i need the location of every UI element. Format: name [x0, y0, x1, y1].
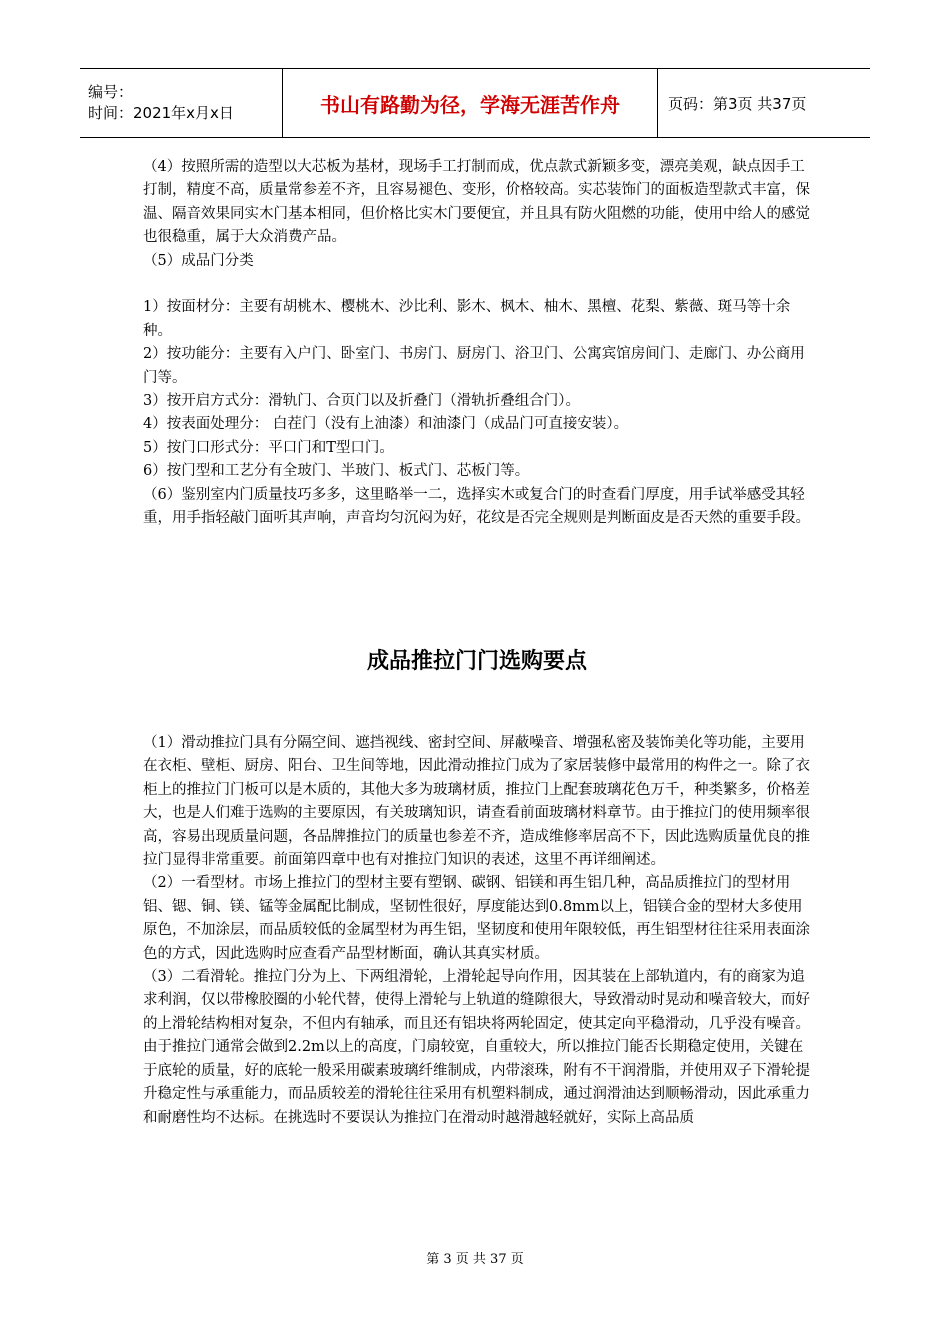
paragraph: （1）滑动推拉门具有分隔空间、遮挡视线、密封空间、屏蔽噪音、增强私密及装饰美化等功能，主要用在衣柜、壁柜、厨房、阳台、卫生间等地，因此滑动推拉门成为了家居装修中最常用的构件之一。除了衣柜上的推拉门门板可以是木质的，其他大多为玻璃材质，推拉门上配套玻璃花色万千，种类繁多，价格差大，也是人们难于选购的主要原因，有关玻璃知识，请查看前面玻璃材料章节。由于推拉门的使用频率很高，容易出现质量问题，各品牌推拉门的质量也参差不齐，造成维修率居高不下，因此选购质量优良的推拉门显得非常重要。前面第四章中也有对推拉门知识的表述，这里不再详细阐述。 [143, 735, 810, 869]
paragraph: （4）按照所需的造型以大芯板为基材，现场手工打制而成，优点款式新颖多变，漂亮美观，缺点因手工打制，精度不高，质量常参差不齐，且容易褪色、变形，价格较高。实芯装饰门的面板造型款式丰富，保温、隔音效果同实木门基本相同，但价格比实木门要便宜，并且具有防火阻燃的功能，使用中给人的感觉也很稳重，属于大众消费产品。 [143, 159, 810, 246]
paragraph: 1）按面材分：主要有胡桃木、樱桃木、沙比利、影木、枫木、柚木、黑檀、花梨、紫薇、斑马等十余种。 [143, 299, 791, 339]
header-page-number: 页码：第3页 共37页 [668, 94, 807, 113]
paragraph: 3）按开启方式分：滑轨门、合页门以及折叠门（滑轨折叠组合门）。 [143, 393, 580, 410]
section-sliding-door [143, 732, 811, 1130]
document-number: 编号： [88, 83, 134, 101]
paragraph: （3）二看滑轮。推拉门分为上、下两组滑轮，上滑轮起导向作用，因其装在上部轨道内，有的商家为追求利润，仅以带橡胶圈的小轮代替，使得上滑轮与上轨道的缝隙很大，导致滑动时晃动和噪音较大，而好的上滑轮结构相对复杂，不但内有轴承，而且还有铝块将两轮固定，使其定向平稳滑动，几乎没有噪音。由于推拉门通常会做到2.2m以上的高度，门扇较宽，自重较大，所以推拉门能否长期稳定使用，关键在于底轮的质量，好的底轮一般采用碳素玻璃纤维制成，内带滚珠，附有不干润滑脂，并使用双子下滑轮提升稳定性与承重能力，而品质较差的滑轮往往采用有机塑料制成，通过润滑油达到顺畅滑动，因此承重力和耐磨性均不达标。在挑选时不要误认为推拉门在滑动时越滑越轻就好，实际上高品质 [143, 969, 810, 1126]
header-meta [80, 69, 283, 137]
page-header [80, 68, 870, 138]
header-motto: 书山有路勤为径，学海无涯苦作舟 [283, 69, 658, 137]
paragraph: 5）按门口形式分：平口门和T型口门。 [143, 439, 394, 456]
paragraph: 2）按功能分：主要有入户门、卧室门、书房门、厨房门、浴卫门、公寓宾馆房间门、走廊门、办公商用门等。 [143, 346, 805, 386]
paragraph: （6）鉴别室内门质量技巧多多，这里略举一二，选择实木或复合门的时查看门厚度，用手试举感受其轻重，用手指轻敲门面听其声响，声音均匀沉闷为好，花纹是否完全规则是判断面皮是否天然的重要手段。 [143, 486, 810, 527]
paragraph: （2）一看型材。市场上推拉门的型材主要有塑钢、碳钢、铝镁和再生铝几种，高品质推拉门的型材用铝、锶、铜、镁、锰等金属配比制成，坚韧性很好，厚度能达到0.8mm以上，铝镁合金的型材大多使用原色，不加涂层，而品质较低的金属型材为再生铝，坚韧度和使用年限较低，再生铝型材往往采用表面涂色的方式，因此选购时应查看产品型材断面，确认其真实材质。 [143, 875, 810, 962]
paragraph: 6）按门型和工艺分有全玻门、半玻门、板式门、芯板门等。 [143, 463, 530, 480]
page-footer: 第 3 页 共 37 页 [426, 1252, 524, 1267]
section-title: 成品推拉门门选购要点 [366, 649, 587, 674]
paragraph: （5）成品门分类 [143, 252, 254, 269]
document-date: 时间：2021年x月x日 [88, 104, 234, 122]
paragraph: 4）按表面处理分： 白茬门（没有上油漆）和油漆门（成品门可直接安装）。 [143, 416, 629, 433]
section-door-types [143, 156, 811, 530]
